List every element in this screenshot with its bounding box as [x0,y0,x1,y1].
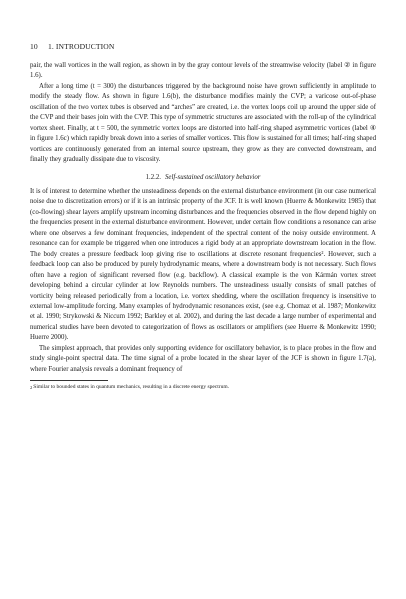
footnote [30,384,376,391]
subsection-heading [30,173,376,183]
paragraph-after-long-time: After a long time (t = 300) the disturbances triggered by the background noise have grown sufficiently in amplitude to modify the steady flow. As shown in figure 1.6(b), the disturbance modifies mainly the CVP; a varicose out-of-phase oscillation of the two vortex tubes is observed and “arches” are created, i.e. the vortex loops coil up around the upper side of the CVP and their bases join with the CVP. This type of symmetric structures are associated with the roll-up of the cylindrical vortex sheet. Finally, at t = 500, the symmetric vortex loops are distorted into half-ring shaped asymmetric vortices (label ④ in figure 1.6c) which rapidly break down into a series of smaller vortices. This flow is sustained for all times; half-ring shaped vortices are continuously generated from an internal source upstream, they grow as they are convected downstream, and finally they gradually dissipate due to viscosity. [30,82,376,164]
book-page [30,42,376,391]
footnote-text: Similar to bounded states in quantum mechanics, resulting in a discrete energy spectrum. [33,384,230,391]
footnote-divider [30,380,108,381]
footnote-mark: 2 [30,385,33,391]
running-header [30,42,376,52]
paragraph-continuation: pair, the wall vortices in the wall region, as shown in by the gray contour levels of the streamwise velocity (label ② in figure 1.6). [30,62,376,80]
page-number: 10 [30,42,38,51]
subsection-title: Self-sustained oscillatory behavior [164,173,261,181]
chapter-title: 1. INTRODUCTION [48,42,115,51]
paragraph-simplest-approach: The simplest approach, that provides only supporting evidence for oscillatory behavior, is to place probes in the flow and study single-point spectral data. The time signal of a probe located in the shear layer of the JCF is shown in figure 1.7(a), where Fourier analysis reveals a dominant frequency of [30,344,376,373]
subsection-number: 1.2.2. [145,173,161,181]
paragraph-unsteadiness: It is of interest to determine whether the unsteadiness depends on the external disturbance environment (in our case numerical noise due to discretization errors) or if it is an intrinsic property of the JCF. It is well known (Huerre & Monkewitz 1985) that (co-flowing) shear layers amplify upstream incoming disturbances and the frequencies observed in the flow depend highly on the frequencies present in the external disturbance environment. However, under certain flow conditions a resonance can arise where one observes a few dominant frequencies, independent of the spectral content of the noisy outside environment. A resonance can for example be triggered when one introduces a rigid body at an appropriate downstream location in the flow. The body creates a pressure feedback loop giving rise to oscillations at discrete resonant frequencies². However, such a feedback loop can also be produced by purely hydrodynamic means, where a downstream body is not necessary. Such flows often have a region of significant reversed flow (e.g. backflow). A classical example is the von Kármán vortex street developing behind a circular cylinder at low Reynolds numbers. The unsteadiness usually consists of small patches of vorticity being released periodically from a location, i.e. vortex shedding, where the oscillation frequency is insensitive to external low-amplitude forcing. Many examples of hydrodynamic resonances exist, (see e.g. Chomaz et al. 1987; Monkewitz et al. 1990; Strykowski & Niccum 1992; Barkley et al. 2002), and during the last decade a large number of experimental and numerical studies have been devoted to categorization of flows as oscillators or amplifiers (see Huerre & Monkewitz 1990; Huerre 2000). [30,187,376,342]
